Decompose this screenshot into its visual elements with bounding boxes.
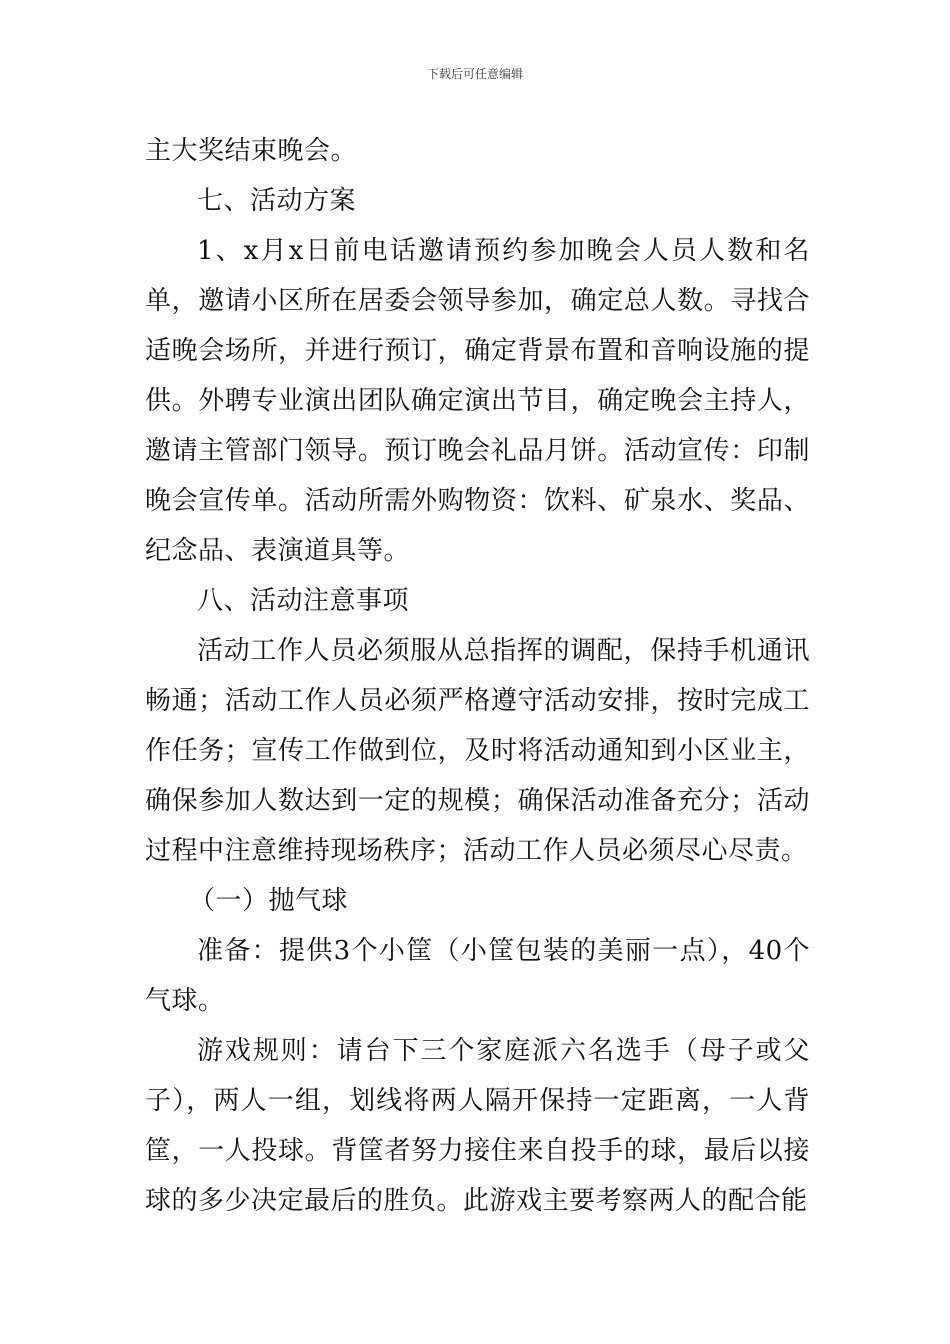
paragraph-continuation: 主大奖结束晚会。 [145,136,358,166]
paragraph-notes: 活动工作人员必须服从总指挥的调配，保持手机通讯畅通；活动工作人员必须严格遵守活动安排，按时完成工作任务；宣传工作做到位，及时将活动通知到小区业主，确保参加人数达到一定的规模；确保活动准备充分；活动过程中注意维持现场秩序；活动工作人员必须尽心尽责。 [145,636,810,866]
subsection-heading-balloon: （一）抛气球 [189,886,349,916]
section-heading-activity-plan: 七、活动方案 [197,186,357,216]
paragraph-activity-plan: 1、x月x日前电话邀请预约参加晚会人员人数和名单，邀请小区所在居委会领导参加，确定总人数。寻找合适晚会场所，并进行预订，确定背景布置和音响设施的提供。外聘专业演出团队确定演出节目，确定晚会主持人，邀请主管部门领导。预订晚会礼品月饼。活动宣传：印制晚会宣传单。活动所需外购物资：饮料、矿泉水、奖品、纪念品、表演道具等。 [145,236,810,566]
paragraph-game-rules: 游戏规则：请台下三个家庭派六名选手（母子或父子），两人一组，划线将两人隔开保持一定距离，一人背筐，一人投球。背筐者努力接住来自投手的球，最后以接球的多少决定最后的胜负。此游戏主要考察两人的配合能 [145,1036,810,1216]
document-body [145,126,810,1226]
page-header: 下载后可任意编辑 [426,67,523,81]
paragraph-preparation: 准备：提供3个小筐（小筐包装的美丽一点），40个气球。 [145,936,810,1016]
section-heading-notes: 八、活动注意事项 [197,586,410,616]
